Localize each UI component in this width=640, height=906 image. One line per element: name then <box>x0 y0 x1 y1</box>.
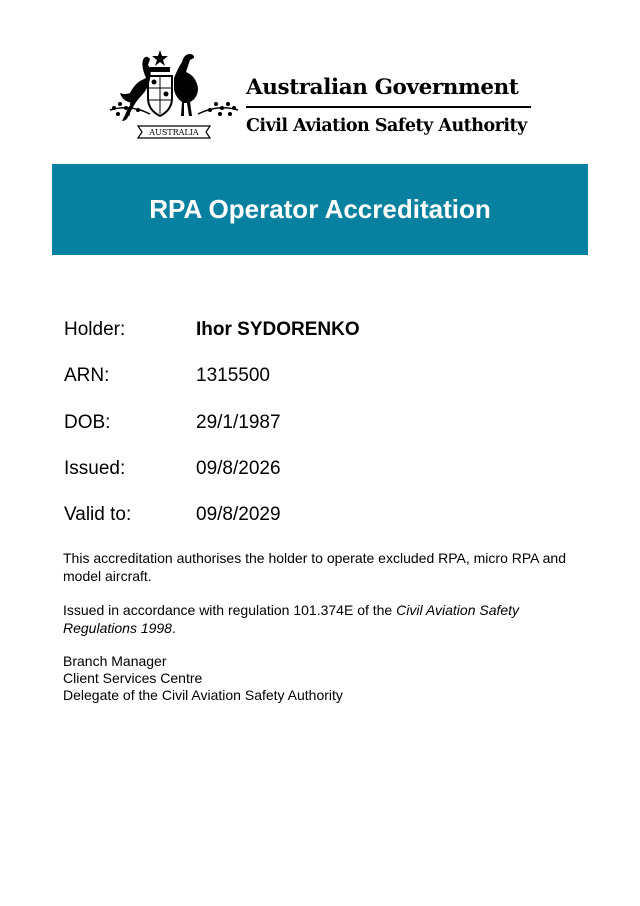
signatory-block <box>63 653 583 704</box>
authority-name: Civil Aviation Safety Authority <box>246 116 527 136</box>
issued-row <box>64 446 584 492</box>
commonwealth-coat-of-arms-icon <box>104 48 244 144</box>
holder-value: Ihor SYDORENKO <box>196 319 360 341</box>
header <box>0 0 640 160</box>
arn-row <box>64 353 584 399</box>
regulation-text <box>63 601 583 637</box>
signatory-title: Branch Manager <box>63 653 167 669</box>
holder-row <box>64 307 584 353</box>
dob-label: DOB: <box>64 411 111 433</box>
signatory-department: Client Services Centre <box>63 670 203 686</box>
arn-value: 1315500 <box>196 365 270 387</box>
arn-label: ARN: <box>64 365 110 387</box>
regulation-prefix: Issued in accordance with regulation 101.374E of the <box>63 602 397 618</box>
title-banner <box>52 164 588 255</box>
emblem-scroll-text: AUSTRALIA <box>149 128 199 137</box>
accreditation-statement <box>63 549 583 704</box>
issued-label: Issued: <box>64 457 126 479</box>
valid-to-value: 09/8/2029 <box>196 504 281 526</box>
authorisation-text: This accreditation authorises the holder to operate excluded RPA, micro RPA and model aircraft. <box>63 550 566 584</box>
accreditation-details <box>64 307 584 538</box>
signatory-delegation: Delegate of the Civil Aviation Safety Authority <box>63 687 343 703</box>
dob-value: 29/1/1987 <box>196 411 281 433</box>
regulation-name: Civil Aviation Safety Regulations 1998 <box>63 602 520 636</box>
holder-label: Holder: <box>64 319 126 341</box>
valid-to-label: Valid to: <box>64 504 132 526</box>
agency-name-block <box>246 74 536 138</box>
regulation-suffix: . <box>171 620 176 636</box>
header-divider <box>246 106 531 108</box>
document-title: RPA Operator Accreditation <box>149 194 491 224</box>
issued-value: 09/8/2026 <box>196 457 281 479</box>
government-name: Australian Government <box>246 75 519 100</box>
dob-row <box>64 400 584 446</box>
valid-to-row <box>64 492 584 538</box>
